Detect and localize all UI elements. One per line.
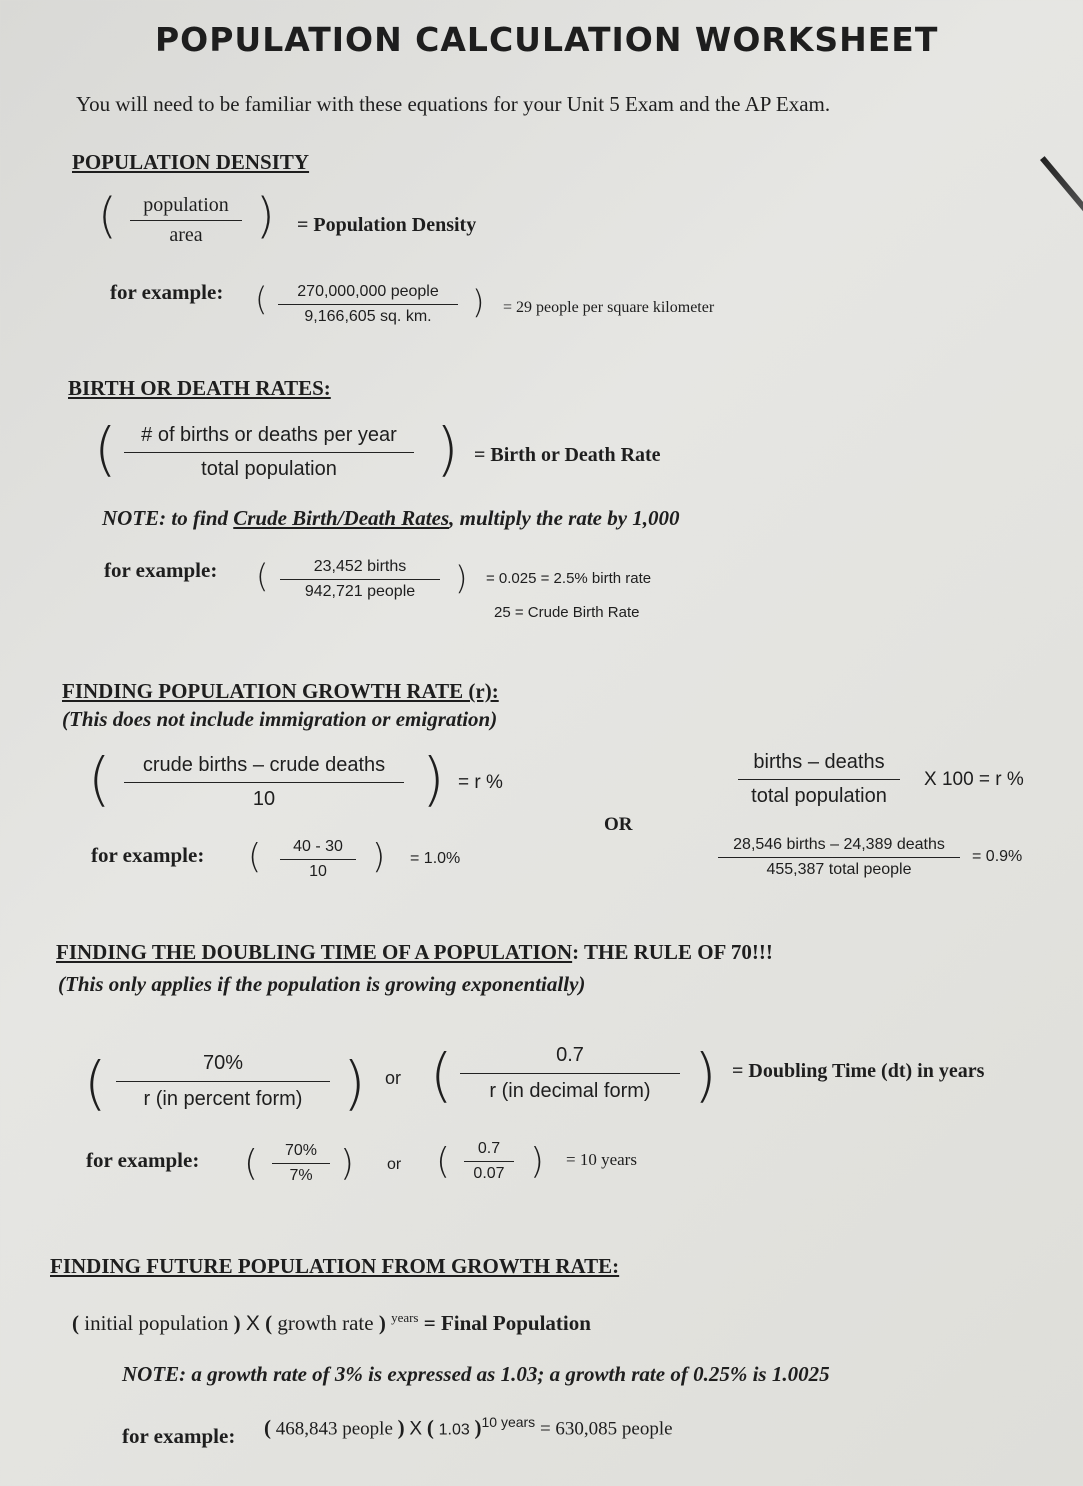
growth-example-denominator: 10 xyxy=(309,863,327,880)
doubling-formula-1 xyxy=(116,1052,330,1111)
birth-death-example-numerator: 23,452 births xyxy=(280,558,440,580)
left-paren: ( xyxy=(436,1141,451,1182)
doubling-denominator-2: r (in decimal form) xyxy=(489,1080,651,1102)
future-example-exponent: 10 years xyxy=(481,1414,536,1430)
growth-example-2-result: = 0.9% xyxy=(972,848,1023,865)
doubling-result: = Doubling Time (dt) in years xyxy=(732,1060,985,1082)
doubling-heading xyxy=(56,940,773,965)
density-formula xyxy=(130,194,242,247)
note-text: NOTE: to find xyxy=(102,506,234,530)
doubling-example-result: = 10 years xyxy=(566,1150,637,1169)
doubling-formula-2 xyxy=(460,1044,680,1103)
intro-text: You will need to be familiar with these equations for your Unit 5 Exam and the AP Exam. xyxy=(76,92,831,116)
density-example-result: = 29 people per square kilometer xyxy=(503,299,715,316)
future-initial: initial population xyxy=(84,1311,229,1335)
growth-numerator: crude births – crude deaths xyxy=(124,754,404,783)
density-example xyxy=(278,283,458,326)
left-paren: ( xyxy=(84,1049,107,1117)
left-paren: ( xyxy=(98,188,117,244)
doubling-example-1 xyxy=(272,1142,330,1185)
left-paren: ( xyxy=(430,1041,453,1109)
density-result: = Population Density xyxy=(297,214,477,236)
or-label: OR xyxy=(604,814,633,835)
growth-heading: FINDING POPULATION GROWTH RATE (r): xyxy=(62,679,499,703)
doubling-numerator-2: 0.7 xyxy=(460,1044,680,1074)
left-paren: ( xyxy=(256,557,269,595)
growth-example-numerator: 40 - 30 xyxy=(280,838,356,860)
future-example-result: = 630,085 people xyxy=(539,1418,673,1440)
birth-death-result: = Birth or Death Rate xyxy=(474,444,661,466)
right-paren: ) xyxy=(256,188,275,244)
doubling-example-denominator-1: 7% xyxy=(289,1167,313,1184)
doubling-example-denominator-2: 0.07 xyxy=(473,1165,505,1182)
doubling-denominator-1: r (in percent form) xyxy=(143,1088,303,1110)
note-text: , multiply the rate by 1,000 xyxy=(449,506,680,530)
density-denominator: area xyxy=(169,224,203,246)
right-paren: ) xyxy=(436,415,459,483)
growth-formula xyxy=(124,754,404,811)
growth-example xyxy=(280,838,356,881)
left-paren: ( xyxy=(244,1143,259,1184)
right-paren: ) xyxy=(422,745,445,813)
birth-death-heading: BIRTH OR DEATH RATES: xyxy=(68,376,331,400)
right-paren: ) xyxy=(340,1143,355,1184)
left-paren: ( xyxy=(88,745,111,813)
future-result: = Final Population xyxy=(423,1311,591,1335)
growth-rate-note: NOTE: a growth rate of 3% is expressed as 1.03; a growth rate of 0.25% is 1.0025 xyxy=(122,1362,830,1386)
growth-alt-numerator: births – deaths xyxy=(738,751,900,780)
left-paren: ( xyxy=(264,1415,271,1440)
doubling-subheading: (This only applies if the population is growing exponentially) xyxy=(58,972,586,996)
right-paren: ) xyxy=(694,1041,717,1109)
density-numerator: population xyxy=(130,194,242,221)
right-paren: ) xyxy=(472,283,485,321)
left-paren: ( xyxy=(265,1311,273,1335)
doubling-example-2 xyxy=(464,1140,514,1183)
left-paren: ( xyxy=(72,1311,79,1335)
growth-example-result: = 1.0% xyxy=(410,850,461,867)
right-paren: ) xyxy=(372,837,386,877)
future-example-label: for example: xyxy=(122,1424,236,1448)
growth-example-2-denominator: 455,387 total people xyxy=(766,861,912,878)
future-example xyxy=(264,1414,673,1440)
growth-denominator: 10 xyxy=(252,788,276,810)
right-paren: ) xyxy=(530,1141,545,1182)
right-paren: ) xyxy=(378,1311,386,1335)
doubling-heading-tail: : THE RULE OF 70!!! xyxy=(572,940,773,964)
right-paren: ) xyxy=(397,1415,405,1440)
density-heading: POPULATION DENSITY xyxy=(72,150,310,174)
future-heading: FINDING FUTURE POPULATION FROM GROWTH RATE: xyxy=(50,1254,620,1278)
crude-rate-note xyxy=(102,506,680,531)
birth-death-example-denominator: 942,721 people xyxy=(304,583,416,600)
doubling-example-label: for example: xyxy=(86,1148,200,1172)
right-paren: ) xyxy=(233,1311,241,1335)
future-times: X xyxy=(245,1312,260,1335)
birth-death-formula xyxy=(124,424,414,481)
doubling-example-numerator-2: 0.7 xyxy=(464,1140,514,1162)
note-underlined: Crude Birth/Death Rates xyxy=(233,506,450,530)
left-paren: ( xyxy=(255,280,268,318)
right-paren: ) xyxy=(455,559,468,597)
birth-death-example xyxy=(280,558,440,601)
growth-result: = r % xyxy=(458,772,503,793)
doubling-numerator-1: 70% xyxy=(116,1052,330,1082)
growth-example-label: for example: xyxy=(91,843,205,867)
doubling-or: or xyxy=(385,1068,402,1088)
density-example-label: for example: xyxy=(110,280,224,304)
density-example-denominator: 9,166,605 sq. km. xyxy=(304,308,432,325)
growth-alt-result: X 100 = r % xyxy=(924,769,1024,790)
birth-death-example-label: for example: xyxy=(104,558,218,582)
right-paren: ) xyxy=(343,1049,366,1117)
pencil-tip xyxy=(1040,156,1083,213)
growth-alt-formula xyxy=(738,751,900,808)
growth-alt-denominator: total population xyxy=(751,785,887,807)
birth-death-numerator: # of births or deaths per year xyxy=(124,424,414,453)
future-example-times: X xyxy=(409,1418,423,1440)
growth-example-2-numerator: 28,546 births – 24,389 deaths xyxy=(718,836,960,858)
growth-subheading: (This does not include immigration or emigration) xyxy=(62,707,498,731)
birth-rate-result: = 0.025 = 2.5% birth rate xyxy=(486,570,652,587)
growth-example-2 xyxy=(718,836,960,879)
density-example-numerator: 270,000,000 people xyxy=(278,283,458,305)
doubling-example-numerator-1: 70% xyxy=(272,1142,330,1164)
future-rate: growth rate xyxy=(277,1311,374,1335)
worksheet-title: POPULATION CALCULATION WORKSHEET xyxy=(155,20,939,59)
left-paren: ( xyxy=(426,1415,434,1440)
future-exponent: years xyxy=(391,1310,419,1325)
future-example-rate: 1.03 xyxy=(438,1421,470,1439)
future-example-initial: 468,843 people xyxy=(275,1418,393,1440)
future-formula xyxy=(72,1310,591,1336)
birth-death-denominator: total population xyxy=(201,458,337,480)
left-paren: ( xyxy=(248,837,262,877)
right-paren: ) xyxy=(474,1415,482,1440)
left-paren: ( xyxy=(94,415,117,483)
doubling-heading-underlined: FINDING THE DOUBLING TIME OF A POPULATION xyxy=(56,940,573,964)
crude-birth-rate-result: 25 = Crude Birth Rate xyxy=(494,604,640,621)
doubling-example-or: or xyxy=(387,1156,402,1173)
